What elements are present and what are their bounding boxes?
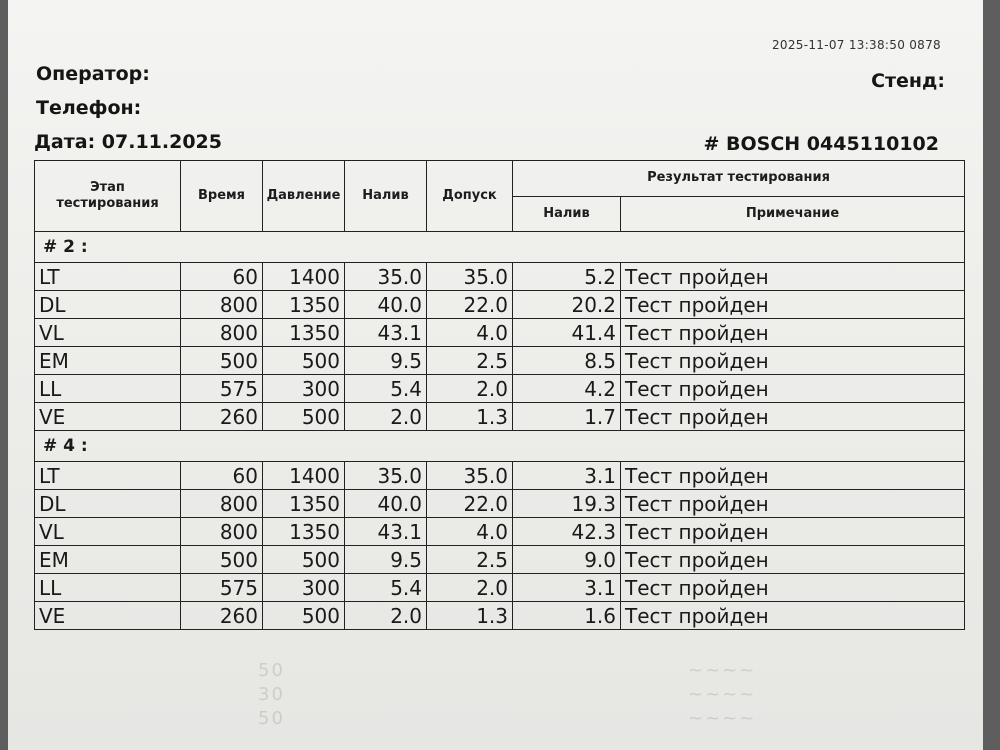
bleed-through-mark: ~~~~ (688, 660, 757, 681)
group-label: # 4 : (35, 431, 965, 462)
pressure-cell: 500 (263, 347, 345, 375)
note-cell: Тест пройден (621, 347, 965, 375)
stage-cell: DL (35, 490, 181, 518)
result-fill-cell: 20.2 (513, 291, 621, 319)
tolerance-cell: 2.0 (427, 574, 513, 602)
table-row (35, 462, 965, 490)
pressure-cell: 500 (263, 403, 345, 431)
result-fill-cell: 42.3 (513, 518, 621, 546)
result-fill-cell: 1.6 (513, 602, 621, 630)
stage-cell: VE (35, 602, 181, 630)
pressure-cell: 500 (263, 602, 345, 630)
tolerance-cell: 2.0 (427, 375, 513, 403)
stand-label: Стенд: (871, 70, 945, 92)
column-header-note: Примечание (621, 196, 965, 232)
fill-cell: 40.0 (345, 490, 427, 518)
table-row (35, 518, 965, 546)
table-row (35, 490, 965, 518)
column-header-result-fill: Налив (513, 196, 621, 232)
tolerance-cell: 22.0 (427, 291, 513, 319)
pressure-cell: 300 (263, 375, 345, 403)
pressure-cell: 500 (263, 546, 345, 574)
result-fill-cell: 4.2 (513, 375, 621, 403)
table-row (35, 263, 965, 291)
time-cell: 800 (181, 319, 263, 347)
result-fill-cell: 3.1 (513, 462, 621, 490)
tolerance-cell: 22.0 (427, 490, 513, 518)
bleed-through-mark: 50 (258, 708, 285, 729)
fill-cell: 2.0 (345, 602, 427, 630)
result-fill-cell: 8.5 (513, 347, 621, 375)
table-header (35, 161, 965, 232)
fill-cell: 43.1 (345, 518, 427, 546)
table-row (35, 375, 965, 403)
pressure-cell: 1350 (263, 518, 345, 546)
operator-label: Оператор: (36, 63, 150, 85)
part-number-label: # BOSCH 0445110102 (703, 133, 939, 155)
time-cell: 800 (181, 490, 263, 518)
fill-cell: 35.0 (345, 462, 427, 490)
printout-sheet (8, 0, 983, 750)
bleed-through-mark: ~~~~ (688, 708, 757, 729)
note-cell: Тест пройден (621, 319, 965, 347)
table-row (35, 291, 965, 319)
test-results-table (34, 160, 965, 630)
time-cell: 575 (181, 375, 263, 403)
tolerance-cell: 35.0 (427, 263, 513, 291)
stage-cell: VE (35, 403, 181, 431)
table-row (35, 347, 965, 375)
table-row (35, 546, 965, 574)
table-row (35, 319, 965, 347)
stage-cell: LL (35, 574, 181, 602)
fill-cell: 2.0 (345, 403, 427, 431)
print-timestamp: 2025-11-07 13:38:50 0878 (771, 38, 941, 52)
column-header-pressure: Давление (263, 161, 345, 232)
time-cell: 800 (181, 291, 263, 319)
tolerance-cell: 1.3 (427, 403, 513, 431)
tolerance-cell: 2.5 (427, 347, 513, 375)
bleed-through-mark: 50 (258, 660, 285, 681)
result-fill-cell: 19.3 (513, 490, 621, 518)
tolerance-cell: 4.0 (427, 518, 513, 546)
column-header-time: Время (181, 161, 263, 232)
tolerance-cell: 2.5 (427, 546, 513, 574)
fill-cell: 35.0 (345, 263, 427, 291)
stage-cell: DL (35, 291, 181, 319)
pressure-cell: 300 (263, 574, 345, 602)
tolerance-cell: 35.0 (427, 462, 513, 490)
stage-cell: LT (35, 263, 181, 291)
column-header-tolerance: Допуск (427, 161, 513, 232)
table-row (35, 403, 965, 431)
time-cell: 800 (181, 518, 263, 546)
pressure-cell: 1400 (263, 462, 345, 490)
fill-cell: 43.1 (345, 319, 427, 347)
stage-cell: LL (35, 375, 181, 403)
group-label: # 2 : (35, 232, 965, 263)
stage-cell: EM (35, 546, 181, 574)
stage-cell: LT (35, 462, 181, 490)
result-fill-cell: 9.0 (513, 546, 621, 574)
note-cell: Тест пройден (621, 518, 965, 546)
note-cell: Тест пройден (621, 602, 965, 630)
table-row (35, 602, 965, 630)
date-label: Дата: 07.11.2025 (34, 131, 222, 153)
fill-cell: 9.5 (345, 347, 427, 375)
pressure-cell: 1350 (263, 319, 345, 347)
fill-cell: 5.4 (345, 574, 427, 602)
time-cell: 260 (181, 403, 263, 431)
tolerance-cell: 1.3 (427, 602, 513, 630)
pressure-cell: 1400 (263, 263, 345, 291)
bleed-through-mark: 30 (258, 684, 285, 705)
result-fill-cell: 41.4 (513, 319, 621, 347)
column-header-stage: Этап тестирования (35, 161, 181, 232)
stage-cell: VL (35, 319, 181, 347)
stage-cell: EM (35, 347, 181, 375)
group-header-row (35, 431, 965, 462)
note-cell: Тест пройден (621, 546, 965, 574)
table-body (35, 232, 965, 630)
time-cell: 60 (181, 462, 263, 490)
column-header-result-group: Результат тестирования (513, 161, 965, 197)
note-cell: Тест пройден (621, 490, 965, 518)
note-cell: Тест пройден (621, 263, 965, 291)
note-cell: Тест пройден (621, 375, 965, 403)
stage-cell: VL (35, 518, 181, 546)
note-cell: Тест пройден (621, 291, 965, 319)
bleed-through-mark: ~~~~ (688, 684, 757, 705)
note-cell: Тест пройден (621, 403, 965, 431)
time-cell: 575 (181, 574, 263, 602)
group-header-row (35, 232, 965, 263)
phone-label: Телефон: (36, 97, 142, 119)
fill-cell: 9.5 (345, 546, 427, 574)
result-fill-cell: 5.2 (513, 263, 621, 291)
time-cell: 500 (181, 347, 263, 375)
time-cell: 500 (181, 546, 263, 574)
note-cell: Тест пройден (621, 462, 965, 490)
column-header-fill: Налив (345, 161, 427, 232)
tolerance-cell: 4.0 (427, 319, 513, 347)
time-cell: 60 (181, 263, 263, 291)
table-row (35, 574, 965, 602)
fill-cell: 5.4 (345, 375, 427, 403)
time-cell: 260 (181, 602, 263, 630)
note-cell: Тест пройден (621, 574, 965, 602)
fill-cell: 40.0 (345, 291, 427, 319)
result-fill-cell: 1.7 (513, 403, 621, 431)
pressure-cell: 1350 (263, 291, 345, 319)
result-fill-cell: 3.1 (513, 574, 621, 602)
pressure-cell: 1350 (263, 490, 345, 518)
